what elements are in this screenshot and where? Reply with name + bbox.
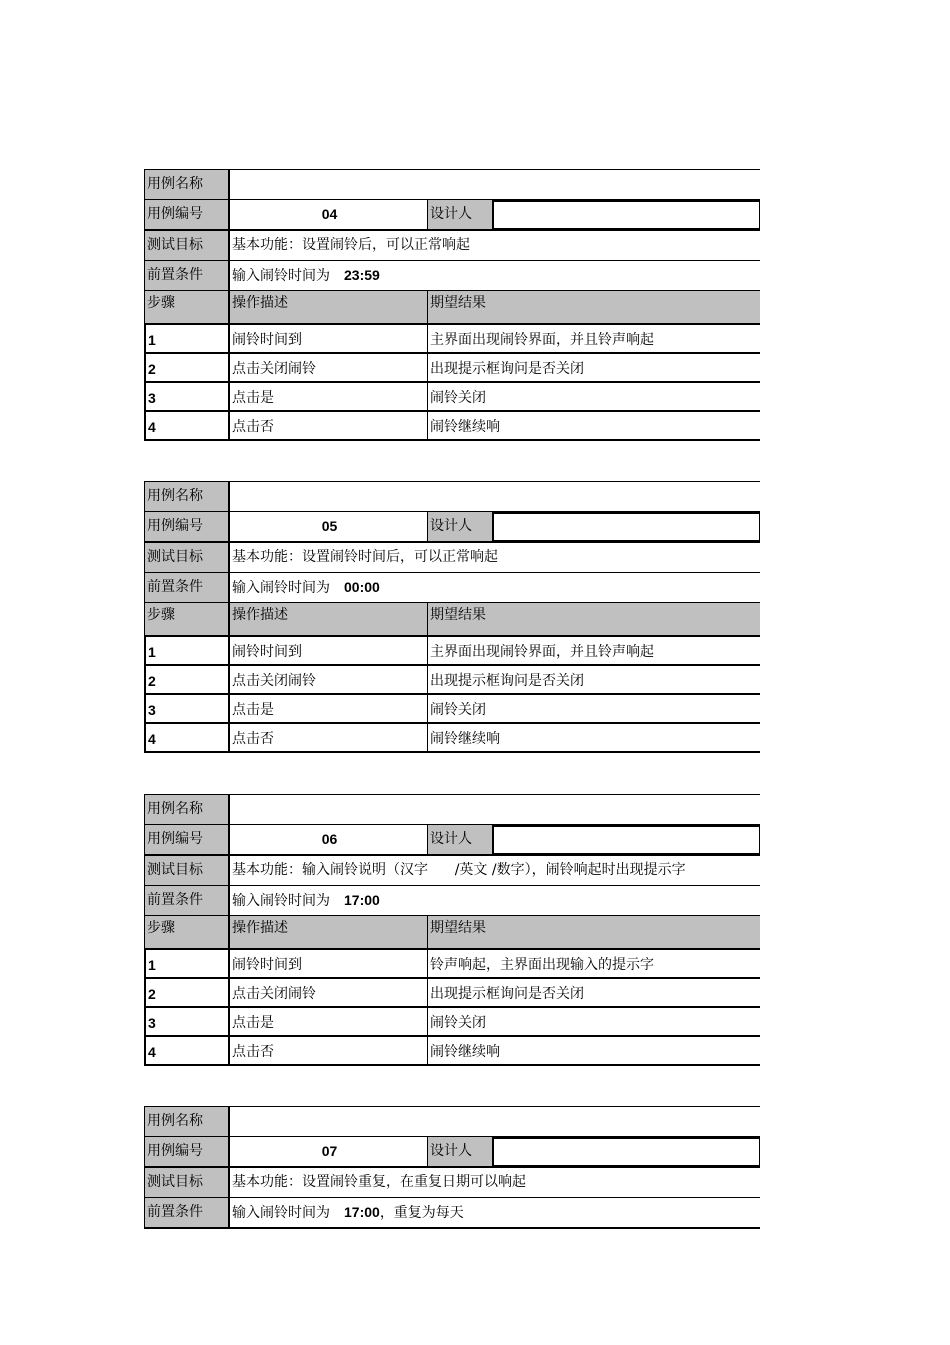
steps-header-row xyxy=(144,916,760,950)
case-id-row xyxy=(144,512,760,543)
case-id-row xyxy=(144,1137,760,1168)
step-number: 1 xyxy=(144,950,230,977)
goal-label: 测试目标 xyxy=(144,231,230,260)
step-number: 3 xyxy=(144,1008,230,1035)
step-action: 闹铃时间到 xyxy=(230,325,428,352)
expected-header: 期望结果 xyxy=(428,291,760,323)
case-id-value: 06 xyxy=(230,825,428,854)
step-expected: 主界面出现闹铃界面，并且铃声响起 xyxy=(430,644,654,660)
case-id-label: 用例编号 xyxy=(144,200,230,229)
precondition-suffix: ，重复为每天 xyxy=(379,1205,464,1221)
designer-value xyxy=(494,1137,760,1166)
step-expected: 出现提示框询问是否关闭 xyxy=(430,986,584,1002)
case-name-row xyxy=(144,794,760,825)
case-name-value xyxy=(230,170,760,199)
goal-row xyxy=(144,856,760,886)
precondition-value xyxy=(230,573,760,602)
precondition-time: 23:59 xyxy=(344,267,380,283)
goal-row xyxy=(144,543,760,573)
step-row xyxy=(144,383,760,412)
step-number: 3 xyxy=(144,383,230,410)
step-expected: 闹铃关闭 xyxy=(430,1015,486,1031)
goal-value: 基本功能：设置闹铃重复，在重复日期可以响起 xyxy=(232,1174,526,1190)
case-name-label: 用例名称 xyxy=(144,1107,230,1136)
step-action: 点击是 xyxy=(230,695,428,722)
case-name-value xyxy=(230,482,760,511)
precondition-row xyxy=(144,261,760,291)
case-id-row xyxy=(144,200,760,231)
step-action: 点击关闭闹铃 xyxy=(230,979,428,1006)
step-header: 步骤 xyxy=(144,291,230,323)
case-id-row xyxy=(144,825,760,856)
expected-header: 期望结果 xyxy=(428,603,760,635)
step-expected: 出现提示框询问是否关闭 xyxy=(430,361,584,377)
step-action: 点击是 xyxy=(230,383,428,410)
case-name-row xyxy=(144,481,760,512)
precondition-prefix: 输入闹铃时间为 xyxy=(232,893,330,909)
case-name-value xyxy=(230,795,760,824)
precondition-value xyxy=(230,886,760,915)
precondition-time: 00:00 xyxy=(344,579,380,595)
step-row xyxy=(144,354,760,383)
precondition-prefix: 输入闹铃时间为 xyxy=(232,580,330,596)
precondition-time: 17:00 xyxy=(344,1204,380,1220)
step-row xyxy=(144,1008,760,1037)
action-header: 操作描述 xyxy=(230,291,428,323)
designer-label: 设计人 xyxy=(428,825,494,854)
designer-label: 设计人 xyxy=(428,1137,494,1166)
goal-label: 测试目标 xyxy=(144,856,230,885)
step-row xyxy=(144,637,760,666)
step-header: 步骤 xyxy=(144,916,230,948)
step-number: 4 xyxy=(144,1037,230,1064)
step-expected: 闹铃继续响 xyxy=(430,1044,500,1060)
precondition-prefix: 输入闹铃时间为 xyxy=(232,1205,330,1221)
step-number: 2 xyxy=(144,979,230,1006)
step-row xyxy=(144,979,760,1008)
step-expected: 出现提示框询问是否关闭 xyxy=(430,673,584,689)
precondition-row xyxy=(144,573,760,603)
step-number: 2 xyxy=(144,666,230,693)
designer-label: 设计人 xyxy=(428,200,494,229)
case-name-row xyxy=(144,169,760,200)
step-expected: 闹铃关闭 xyxy=(430,390,486,406)
precondition-row xyxy=(144,886,760,916)
step-action: 点击关闭闹铃 xyxy=(230,666,428,693)
step-header: 步骤 xyxy=(144,603,230,635)
test-case-04 xyxy=(144,169,760,441)
precondition-prefix: 输入闹铃时间为 xyxy=(232,268,330,284)
step-action: 闹铃时间到 xyxy=(230,637,428,664)
step-row xyxy=(144,724,760,753)
precondition-label: 前置条件 xyxy=(144,886,230,915)
goal-label: 测试目标 xyxy=(144,1168,230,1197)
precondition-label: 前置条件 xyxy=(144,573,230,602)
step-row xyxy=(144,666,760,695)
step-number: 4 xyxy=(144,412,230,439)
steps-header-row xyxy=(144,291,760,325)
expected-header: 期望结果 xyxy=(428,916,760,948)
goal-value: 基本功能：输入闹铃说明（汉字 /英文 /数字），闹铃响起时出现提示字 xyxy=(232,862,686,878)
step-number: 1 xyxy=(144,325,230,352)
designer-value xyxy=(494,512,760,541)
precondition-label: 前置条件 xyxy=(144,1198,230,1227)
action-header: 操作描述 xyxy=(230,603,428,635)
step-expected: 主界面出现闹铃界面，并且铃声响起 xyxy=(430,332,654,348)
designer-value xyxy=(494,825,760,854)
goal-value: 基本功能：设置闹铃后，可以正常响起 xyxy=(232,237,470,253)
case-id-label: 用例编号 xyxy=(144,512,230,541)
step-action: 点击是 xyxy=(230,1008,428,1035)
test-case-06 xyxy=(144,794,760,1066)
precondition-row xyxy=(144,1198,760,1229)
step-row xyxy=(144,325,760,354)
case-name-label: 用例名称 xyxy=(144,482,230,511)
case-name-row xyxy=(144,1106,760,1137)
case-id-label: 用例编号 xyxy=(144,825,230,854)
precondition-time: 17:00 xyxy=(344,892,380,908)
case-name-value xyxy=(230,1107,760,1136)
goal-row xyxy=(144,231,760,261)
test-case-05 xyxy=(144,481,760,753)
precondition-value xyxy=(230,1198,760,1227)
step-number: 4 xyxy=(144,724,230,751)
step-row xyxy=(144,695,760,724)
step-action: 点击关闭闹铃 xyxy=(230,354,428,381)
goal-value: 基本功能：设置闹铃时间后，可以正常响起 xyxy=(232,549,498,565)
step-action: 闹铃时间到 xyxy=(230,950,428,977)
step-row xyxy=(144,1037,760,1066)
steps-header-row xyxy=(144,603,760,637)
test-case-07 xyxy=(144,1106,760,1229)
step-row xyxy=(144,950,760,979)
precondition-value xyxy=(230,261,760,290)
step-action: 点击否 xyxy=(230,1037,428,1064)
step-expected: 闹铃继续响 xyxy=(430,419,500,435)
step-expected: 铃声响起，主界面出现输入的提示字 xyxy=(430,957,654,973)
step-expected: 闹铃继续响 xyxy=(430,731,500,747)
precondition-label: 前置条件 xyxy=(144,261,230,290)
step-row xyxy=(144,412,760,441)
goal-label: 测试目标 xyxy=(144,543,230,572)
case-id-value: 05 xyxy=(230,512,428,541)
step-number: 1 xyxy=(144,637,230,664)
case-name-label: 用例名称 xyxy=(144,795,230,824)
designer-value xyxy=(494,200,760,229)
case-id-value: 07 xyxy=(230,1137,428,1166)
goal-row xyxy=(144,1168,760,1198)
step-action: 点击否 xyxy=(230,412,428,439)
step-expected: 闹铃关闭 xyxy=(430,702,486,718)
designer-label: 设计人 xyxy=(428,512,494,541)
case-id-label: 用例编号 xyxy=(144,1137,230,1166)
step-number: 2 xyxy=(144,354,230,381)
step-action: 点击否 xyxy=(230,724,428,751)
case-name-label: 用例名称 xyxy=(144,170,230,199)
case-id-value: 04 xyxy=(230,200,428,229)
step-number: 3 xyxy=(144,695,230,722)
action-header: 操作描述 xyxy=(230,916,428,948)
